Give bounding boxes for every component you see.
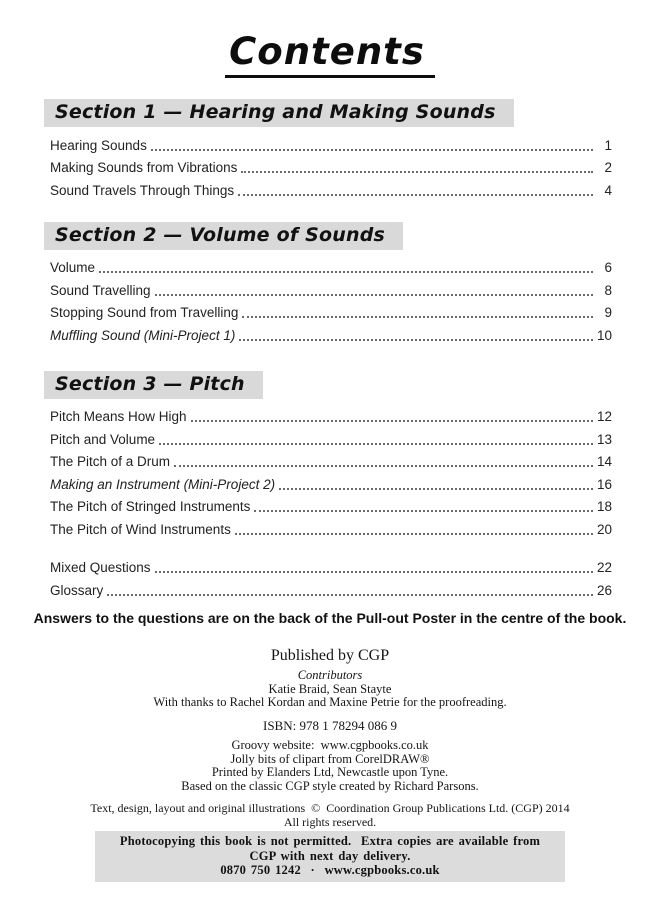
toc-entry-title: Sound Travels Through Things xyxy=(50,182,235,198)
toc-entry-page: 16 xyxy=(596,476,612,492)
toc-entry xyxy=(50,154,612,177)
page-title xyxy=(0,30,660,78)
dotted-leader xyxy=(238,194,593,196)
dotted-leader xyxy=(279,488,593,490)
toc-entry xyxy=(50,576,612,599)
toc-entry xyxy=(50,254,612,277)
thanks-line: With thanks to Rachel Kordan and Maxine Petrie for the proofreading. xyxy=(153,695,507,709)
toc-entry-title: Mixed Questions xyxy=(50,560,151,575)
photocopying-notice-line2: 0870 750 1242 · www.cgpbooks.co.uk xyxy=(220,863,440,877)
toc-entry-page: 8 xyxy=(604,282,612,298)
toc-entry-title: Making Sounds from Vibrations xyxy=(50,160,238,175)
toc-entry xyxy=(50,425,612,448)
toc-entry-title: The Pitch of Stringed Instruments xyxy=(50,499,251,514)
dotted-leader xyxy=(151,149,593,151)
dotted-leader xyxy=(159,443,593,445)
toc-section xyxy=(50,222,612,344)
section-heading: Section 2 — Volume of Sounds xyxy=(44,222,403,250)
toc-section xyxy=(50,99,612,199)
toc-entry xyxy=(50,131,612,154)
section-heading: Section 3 — Pitch xyxy=(44,371,263,399)
dotted-leader xyxy=(191,420,593,422)
toc-entry-page: 2 xyxy=(604,160,612,175)
toc-entry xyxy=(50,554,612,577)
toc-entry-page: 22 xyxy=(596,560,612,575)
printer-line: Printed by Elanders Ltd, Newcastle upon Tyne. xyxy=(211,765,449,779)
toc-entry xyxy=(50,515,612,538)
toc-entry-page: 14 xyxy=(596,454,612,469)
toc-entry-page: 9 xyxy=(604,305,612,320)
answers-note: Answers to the questions are on the back of the Pull-out Poster in the centre of the book. xyxy=(33,610,627,626)
page-title-text: Contents xyxy=(225,30,435,78)
dotted-leader xyxy=(155,294,593,296)
toc-entry-page: 26 xyxy=(596,582,612,598)
clipart-line: Jolly bits of clipart from CorelDRAW® xyxy=(230,751,430,766)
style-credit-line: Based on the classic CGP style created by Richard Parsons. xyxy=(181,778,479,793)
dotted-leader xyxy=(99,271,593,273)
colophon xyxy=(0,647,660,829)
toc-entry-page: 13 xyxy=(596,431,612,447)
toc-entry xyxy=(50,493,612,516)
dotted-leader xyxy=(242,316,593,318)
dotted-leader xyxy=(254,510,593,512)
toc-entry xyxy=(50,321,612,344)
toc-entry-page: 12 xyxy=(596,409,612,424)
toc-entry xyxy=(50,276,612,299)
toc-entry-page: 10 xyxy=(596,327,612,343)
toc-entry-title: Pitch Means How High xyxy=(50,409,187,424)
contributors-names: Katie Braid, Sean Stayte xyxy=(268,681,392,696)
toc-section xyxy=(50,371,612,538)
toc-entry-page: 4 xyxy=(604,182,612,198)
toc-entry-page: 18 xyxy=(596,499,612,514)
toc-entry-title: The Pitch of a Drum xyxy=(50,454,171,469)
table-of-contents xyxy=(0,99,660,599)
toc-entry-title: Hearing Sounds xyxy=(50,137,147,153)
toc-entry xyxy=(50,403,612,426)
toc-entry-page: 6 xyxy=(604,260,612,275)
toc-entry-title: Glossary xyxy=(50,582,104,598)
toc-entry-title: Volume xyxy=(50,260,96,275)
dotted-leader xyxy=(235,533,593,535)
photocopying-notice-box xyxy=(95,831,565,882)
toc-section xyxy=(50,554,612,599)
toc-entry-page: 20 xyxy=(596,521,612,537)
toc-entry-title: The Pitch of Wind Instruments xyxy=(50,521,231,537)
toc-entry xyxy=(50,470,612,493)
dotted-leader xyxy=(107,594,593,596)
photocopying-notice-line1: Photocopying this book is not permitted. Extra copies are available from CGP with next day delivery. xyxy=(119,834,541,863)
dotted-leader xyxy=(155,571,593,573)
toc-entry-title: Sound Travelling xyxy=(50,282,151,298)
isbn-line: ISBN: 978 1 78294 086 9 xyxy=(263,717,397,733)
dotted-leader xyxy=(239,339,593,341)
dotted-leader xyxy=(241,171,593,173)
section-heading: Section 1 — Hearing and Making Sounds xyxy=(44,99,514,127)
copyright-line: Text, design, layout and original illustrations © Coordination Group Publications Ltd. (CGP) 2014 xyxy=(90,801,570,815)
toc-entry-title: Muffling Sound (Mini-Project 1) xyxy=(50,327,236,343)
rights-line: All rights reserved. xyxy=(283,814,377,829)
toc-entry xyxy=(50,299,612,322)
dotted-leader xyxy=(174,465,593,467)
published-by: Published by CGP xyxy=(270,647,390,664)
toc-entry xyxy=(50,176,612,199)
toc-entry-title: Stopping Sound from Travelling xyxy=(50,305,239,320)
website-line: Groovy website: www.cgpbooks.co.uk xyxy=(231,738,429,752)
contributors-label: Contributors xyxy=(297,668,363,682)
toc-entry-page: 1 xyxy=(604,137,612,153)
toc-entry xyxy=(50,448,612,471)
toc-entry-title: Pitch and Volume xyxy=(50,431,156,447)
toc-entry-title: Making an Instrument (Mini-Project 2) xyxy=(50,476,276,492)
